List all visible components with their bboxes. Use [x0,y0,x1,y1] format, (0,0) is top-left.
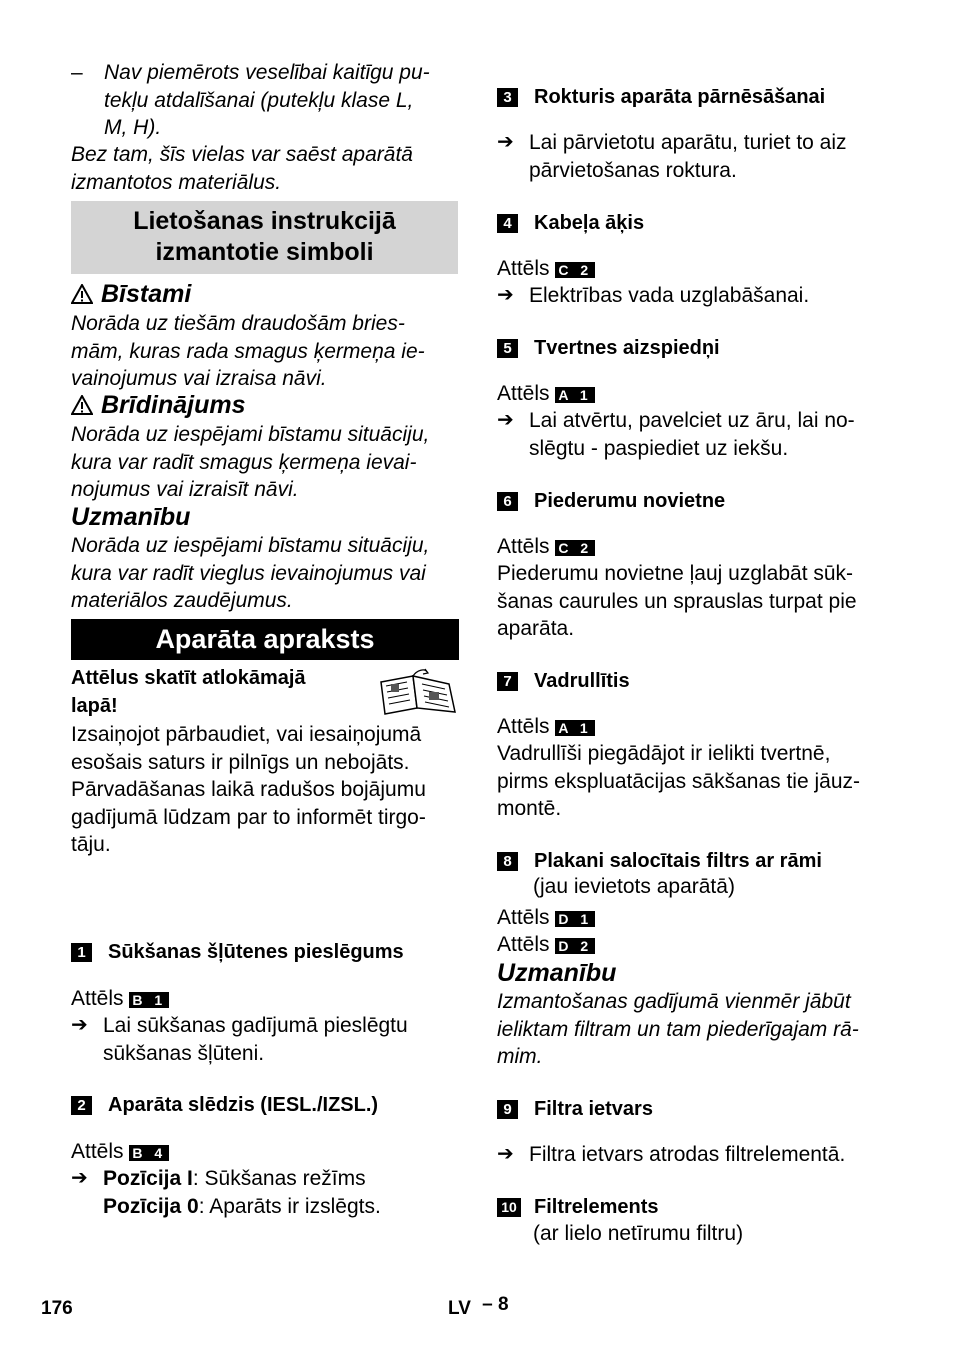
figure-label: C 2 [555,540,595,556]
item-number: 7 [497,672,518,691]
symbols-heading-box [71,201,458,274]
item-number: 10 [497,1198,521,1217]
arrow-icon: ➔ [497,284,514,306]
figure-label: B 1 [129,992,169,1008]
item-number: 9 [497,1100,518,1119]
item-4-instruction: ➔ Elektrības vada uzglabāšanai. [497,282,887,310]
item-3-heading: 3 Rokturis aparāta pārnēsāšanai [497,84,887,110]
arrow-icon: ➔ [71,1167,88,1189]
item-8-caution-heading: Uzmanību [497,959,617,987]
item-8-caution-text: Izmantošanas gadījumā vienmēr jābūt ieliktam filtram un tam piederīgajam rā- mim. [497,990,859,1068]
item-number: 5 [497,339,518,358]
description-heading-box [71,619,459,660]
item-4-figure-ref: Attēls C 2 [497,255,595,283]
arrow-icon: ➔ [497,1143,514,1165]
arrow-icon: ➔ [71,1014,88,1036]
arrow-icon: ➔ [497,409,514,431]
item-6-text: Piederumu novietne ļauj uzglabāt sūk- šanas caurules un sprauslas turpat pie aparāta. [497,562,857,640]
figure-label: D 2 [555,938,595,954]
danger-heading: Bīstami [71,279,191,309]
symbols-heading: Lietošanas instrukcijā izmantotie simboli [133,207,396,266]
item-3-instruction: ➔ Lai pārvietotu aparātu, turiet to aiz pārvietošanas roktura. [497,131,847,182]
caution-text: Norāda uz iespējami bīstamu situāciju, kura var radīt vieglus ievainojumus vai materiālos zaudējumus. [71,534,430,612]
item-9-heading: 9 Filtra ietvars [497,1096,887,1122]
see-pictures-note: Attēlus skatīt atlokāmajā lapā! [71,667,306,717]
item-9-instruction: ➔ Filtra ietvars atrodas filtrelementā. [497,1141,887,1169]
figure-label: A 1 [555,720,594,736]
item-7-text: Vadrullīši piegādājot ir ielikti tvertnē, pirms ekspluatācijas sākšanas tie jāuz- montē. [497,742,860,820]
item-10-heading: 10 Filtrelements [497,1194,887,1220]
item-8-heading: 8 Plakani salocītais filtrs ar rāmi [497,848,887,874]
item-8-subtitle: (jau ievietots aparātā) [533,875,735,898]
warning-triangle-icon [71,284,93,304]
figure-label: B 4 [129,1145,169,1161]
item-5-instruction: ➔ Lai atvērtu, pavelciet uz āru, lai no- slēgtu - paspiediet uz iekšu. [497,409,855,460]
caution-heading: Uzmanību [71,503,191,531]
danger-text: Norāda uz tiešām draudošām bries- mām, kuras rada smagus ķermeņa ie- vainojumus vai izraisa nāvi. [71,312,425,390]
item-5-figure-ref: Attēls A 1 [497,380,595,408]
item-1-instruction: ➔ Lai sūkšanas gadījumā pieslēgtu sūkšanas šļūteni. [71,1014,408,1065]
warning-heading: Brīdinājums [71,390,245,420]
warning-text: Norāda uz iespējami bīstamu situāciju, kura var radīt smagus ķermeņa ievai- nojumus vai izraisīt nāvi. [71,423,430,501]
item-number: 1 [71,943,92,962]
arrow-icon: ➔ [497,131,514,153]
figure-label: C 2 [555,262,595,278]
item-7-figure-ref: Attēls A 1 [497,713,595,741]
item-2-figure-ref: Attēls B 4 [71,1138,169,1166]
item-number: 4 [497,214,518,233]
intro-paragraph: Bez tam, šīs vielas var saēst aparātā izmantotos materiālus. [71,143,413,194]
page-number: 176 [41,1298,73,1319]
item-4-heading: 4 Kabeļa āķis [497,210,887,236]
item-2-heading: 2 Aparāta slēdzis (IESL./IZSL.) [71,1092,459,1118]
item-5-heading: 5 Tvertnes aizspiedņi [497,335,887,361]
warning-triangle-icon [71,395,93,415]
item-7-heading: 7 Vadrullītis [497,668,887,694]
item-10-subtitle: (ar lielo netīrumu filtru) [533,1222,744,1245]
item-6-heading: 6 Piederumu novietne [497,488,887,514]
intro-list-item: Nav piemērots veselībai kaitīgu pu- tekļu atdalīšanai (putekļu klase L, M, H). [104,61,430,139]
figure-label: A 1 [555,387,594,403]
unpack-paragraph: Izsaiņojot pārbaudiet, vai iesaiņojumā esošais saturs ir pilnīgs un nebojāts. Pārvadāšanas laikā radušos bojājumu gadījumā lūdzam par to informēt tirgo- tāju. [71,723,426,856]
footer-language: LV – 8 [448,1294,509,1319]
item-8-figure-ref-2: Attēls D 2 [497,931,595,959]
item-number: 3 [497,88,518,107]
item-6-figure-ref: Attēls C 2 [497,533,595,561]
item-8-figure-ref: Attēls D 1 [497,904,595,932]
item-number: 6 [497,492,518,511]
list-dash: – [71,61,83,84]
item-number: 2 [71,1096,92,1115]
item-1-heading: 1 Sūkšanas šļūtenes pieslēgums [71,939,459,965]
item-1-figure-ref: Attēls B 1 [71,985,169,1013]
item-2-positions: ➔ Pozīcija I: Sūkšanas režīms Pozīcija 0: Aparāts ir izslēgts. [71,1167,381,1218]
item-number: 8 [497,852,518,871]
figure-label: D 1 [555,911,595,927]
description-heading: Aparāta apraksts [155,624,375,654]
open-book-icon [377,668,459,720]
